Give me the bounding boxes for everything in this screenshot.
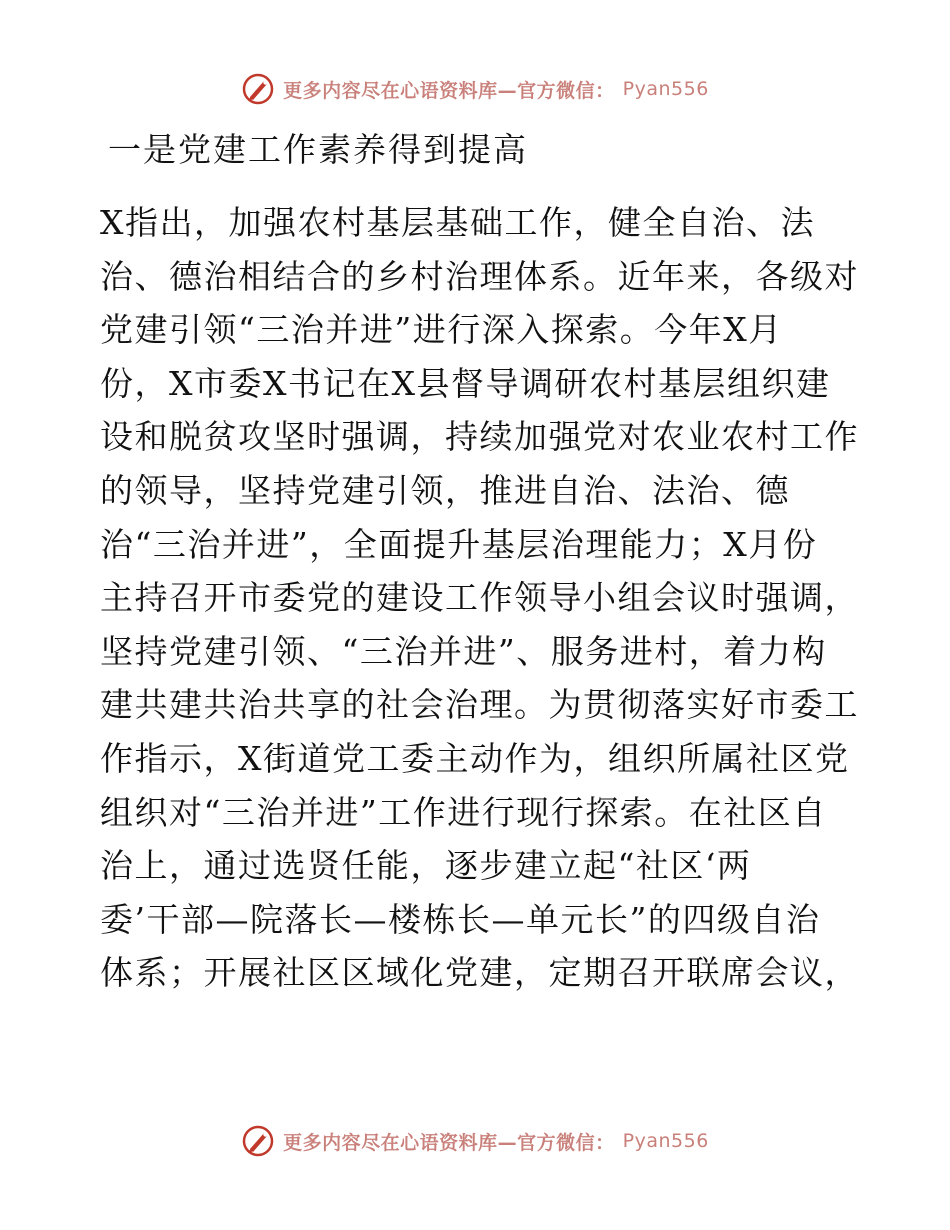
section-heading: 一是党建工作素养得到提高 xyxy=(108,130,528,169)
text-line: 作指示，X街道党工委主动作为，组织所属社区党 xyxy=(100,738,850,778)
watermark-wechat-id: Pyan556 xyxy=(622,1130,709,1152)
watermark-text: 更多内容尽在心语资料库—官方微信： xyxy=(283,79,615,102)
pen-logo-icon xyxy=(241,1124,275,1158)
text-line: 治“三治并进”，全面提升基层治理能力；X月份 xyxy=(100,524,818,564)
text-line: 治上，通过选贤任能，逐步建立起“社区‘两 xyxy=(100,846,752,886)
text-line: 设和脱贫攻坚时强调，持续加强党对农业农村工作 xyxy=(100,417,859,457)
text-line: 坚持党建引领、“三治并进”、服务进村，着力构 xyxy=(100,631,827,671)
text-line: 治、德治相结合的乡村治理体系。近年来，各级对 xyxy=(100,256,859,296)
watermark-text: 更多内容尽在心语资料库—官方微信： xyxy=(283,1131,615,1154)
text-line: 体系；开展社区区域化党建，定期召开联席会议， xyxy=(100,953,859,993)
text-line: 主持召开市委党的建设工作领导小组会议时强调， xyxy=(100,578,859,618)
pen-logo-icon xyxy=(241,72,275,106)
watermark-header xyxy=(0,72,950,106)
watermark-wechat-id: Pyan556 xyxy=(622,78,709,100)
text-line: X指出，加强农村基层基础工作，健全自治、法 xyxy=(100,203,815,242)
text-line: 委’干部—院落长—楼栋长—单元长”的四级自治 xyxy=(100,899,821,939)
text-line: 建共建共治共享的社会治理。为贯彻落实好市委工 xyxy=(100,685,859,725)
text-line: 党建引领“三治并进”进行深入探索。今年X月 xyxy=(100,310,783,350)
text-line: 的领导，坚持党建引领，推进自治、法治、德 xyxy=(100,470,790,510)
text-line: 份，X市委X书记在X县督导调研农村基层组织建 xyxy=(100,363,831,403)
text-line: 组织对“三治并进”工作进行现行探索。在社区自 xyxy=(100,792,827,832)
watermark-footer xyxy=(0,1124,950,1158)
body-text xyxy=(100,196,860,1000)
